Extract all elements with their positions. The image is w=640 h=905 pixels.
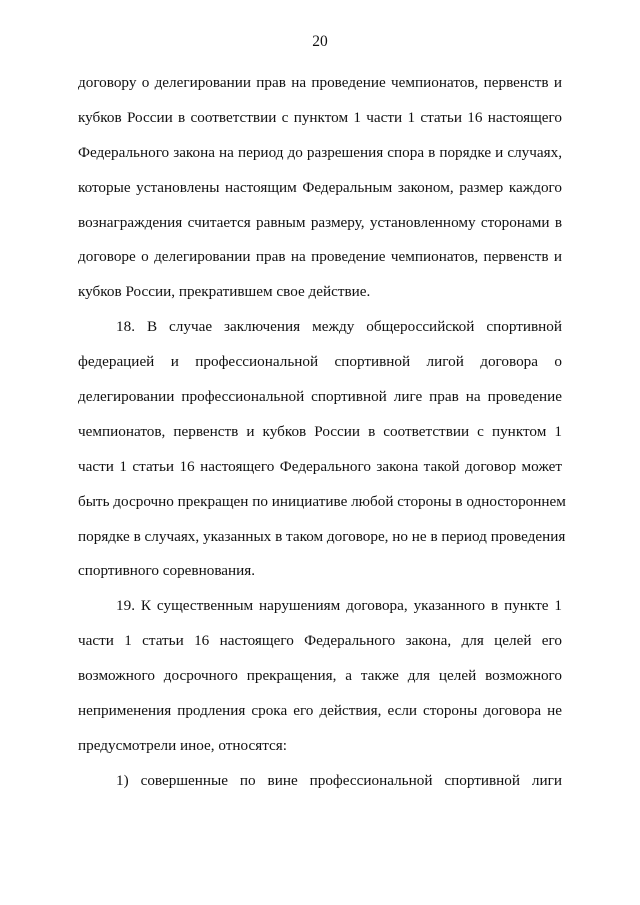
text-line: договоре о делегировании прав на проведение чемпионатов, первенств и [78,248,562,266]
text-line: кубков России, прекратившем свое действие. [78,283,371,301]
text-line: части 1 статьи 16 настоящего Федерального закона, для целей его [78,632,562,650]
text-line: предусмотрели иное, относятся: [78,736,287,754]
text-line: 18. В случае заключения между общероссийской спортивной [116,318,562,336]
text-line: кубков России в соответствии с пунктом 1 части 1 статьи 16 настоящего [78,108,562,126]
paragraph-19 [78,589,562,763]
text-line: Федерального закона на период до разрешения спора в порядке и случаях, [78,143,562,161]
text-line: 19. К существенным нарушениям договора, указанного в пункте 1 [116,597,562,615]
text-line: порядке в случаях, указанных в таком договоре, но не в период проведения [78,527,566,545]
text-line: быть досрочно прекращен по инициативе любой стороны в одностороннем [78,492,566,510]
text-line: договору о делегировании прав на проведение чемпионатов, первенств и [78,74,562,91]
paragraph-17-continuation [78,66,562,310]
text-line: возможного досрочного прекращения, а также для целей возможного [78,667,562,685]
text-line: вознаграждения считается равным размеру, установленному сторонами в [78,213,562,231]
text-line: федерацией и профессиональной спортивной лигой договора о [78,353,562,371]
text-line: спортивного соревнования. [78,562,256,580]
text-line: 1) совершенные по вине профессиональной спортивной лиги [116,771,562,789]
text-line: которые установлены настоящим Федеральным законом, размер каждого [78,178,562,196]
text-line: части 1 статьи 16 настоящего Федерального закона такой договор может [78,457,562,475]
text-line: делегировании профессиональной спортивной лиге прав на проведение [78,388,562,406]
text-line: чемпионатов, первенств и кубков России в соответствии с пунктом 1 [78,422,562,440]
paragraph-19-subitem-1 [78,764,562,799]
page-number: 20 [312,33,328,50]
text-line: неприменения продления срока его действия, если стороны договора не [78,702,562,720]
paragraph-18 [78,310,566,589]
document-body [78,66,566,799]
